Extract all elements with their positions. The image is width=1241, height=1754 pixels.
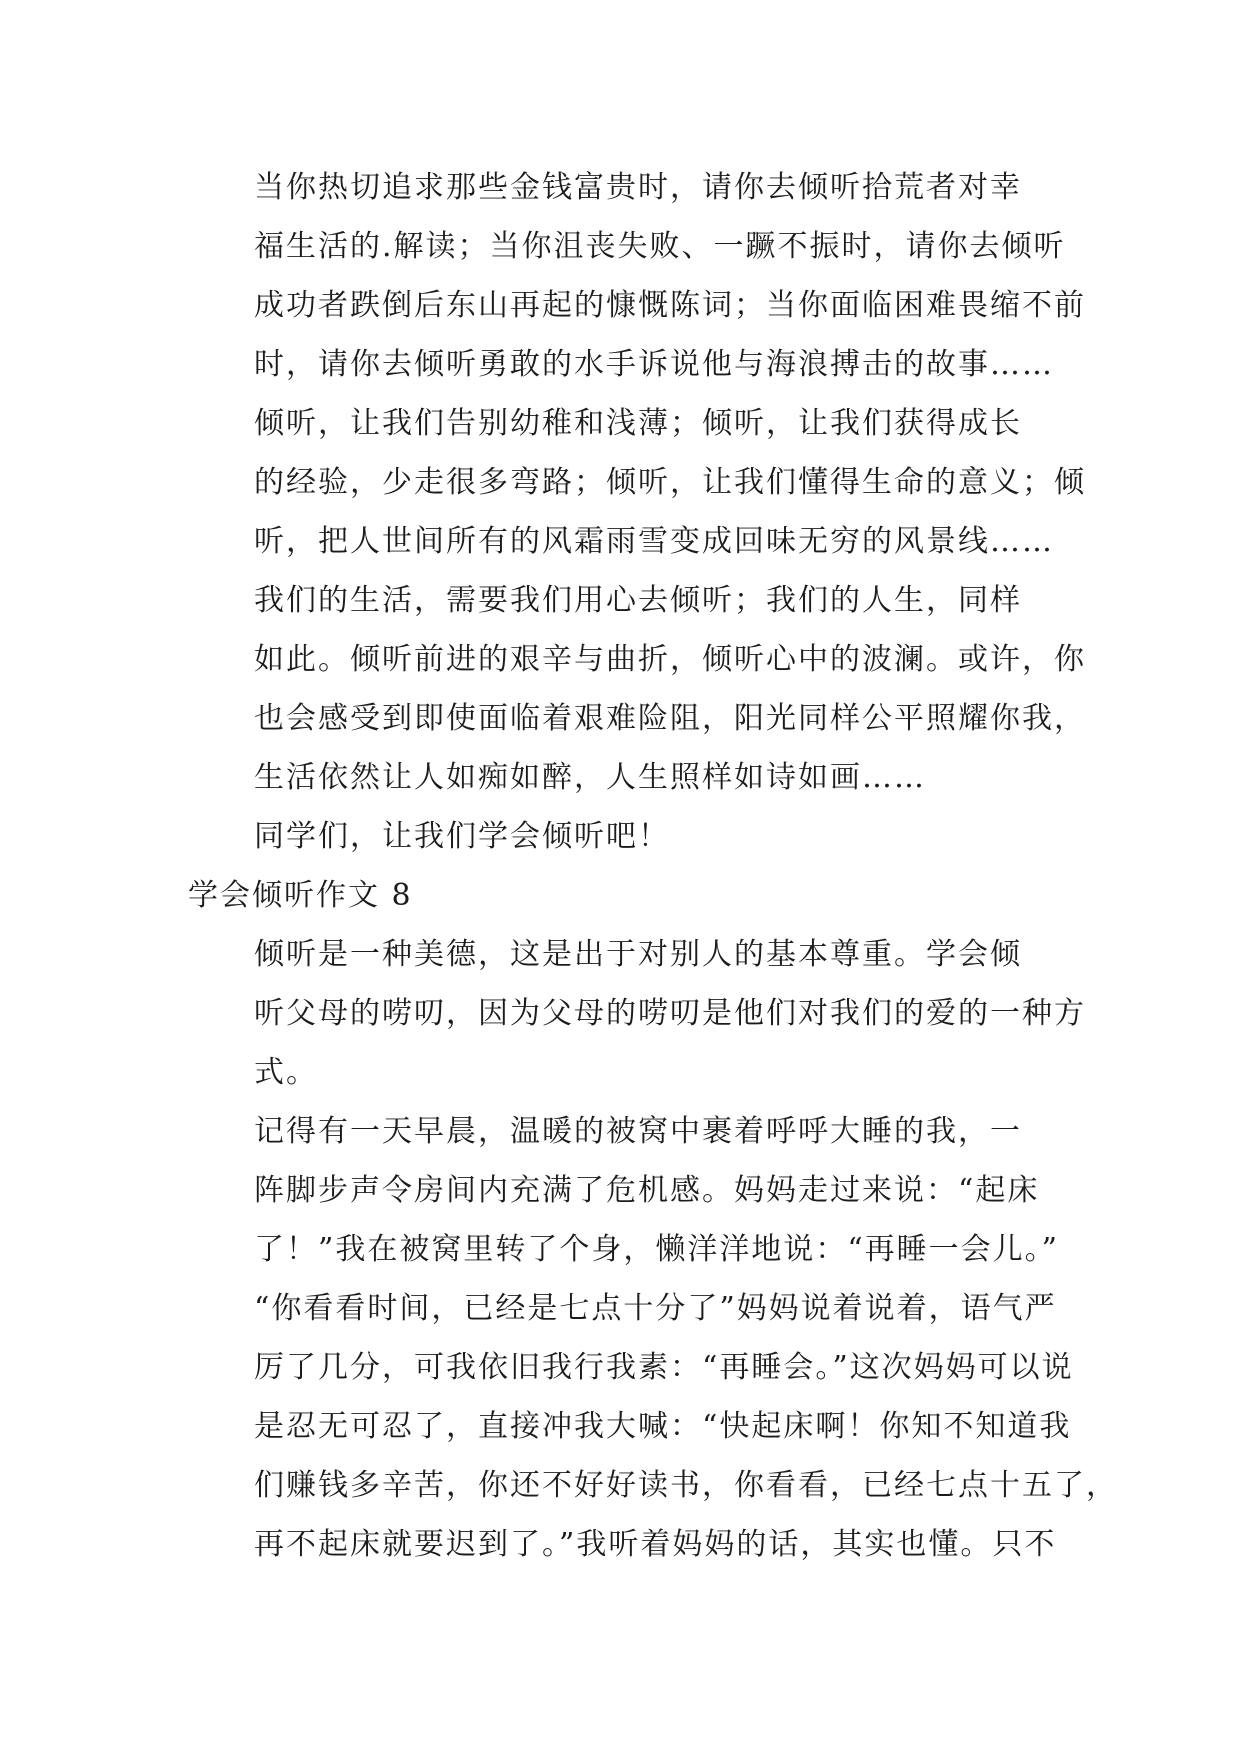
paragraph [188,807,1068,866]
paragraph [188,571,1086,807]
text-line: 了！”我在被窝里转了个身，懒洋洋地说：“再睡一会儿。” [254,1232,1060,1267]
paragraph [188,158,1086,394]
text-line: 我们的生活，需要我们用心去倾听；我们的人生，同样 [254,583,1022,618]
paragraph [188,925,1086,1102]
text-line: 也会感受到即使面临着艰难险阻，阳光同样公平照耀你我， [254,701,1086,736]
text-line: 学会倾听作文 8 [188,878,413,913]
text-line: 福生活的.解读；当你沮丧失败、一蹶不振时，请你去倾听 [254,229,1066,264]
paragraph [188,1102,1118,1574]
text-line: 倾听，让我们告别幼稚和浅薄；倾听，让我们获得成长 [254,406,1022,441]
text-line: 再不起床就要迟到了。”我听着妈妈的话，其实也懂。只不 [254,1527,1057,1562]
text-line: 的经验，少走很多弯路；倾听，让我们懂得生命的意义；倾 [254,465,1086,500]
section-heading [188,866,1068,925]
text-line: 倾听是一种美德，这是出于对别人的基本尊重。学会倾 [254,937,1022,972]
text-line: 当你热切追求那些金钱富贵时，请你去倾听拾荒者对幸 [254,170,1022,205]
text-line: 成功者跌倒后东山再起的慷慨陈词；当你面临困难畏缩不前 [254,288,1086,323]
text-line: 是忍无可忍了，直接冲我大喊：“快起床啊！你知不知道我 [254,1409,1072,1444]
text-line: 时，请你去倾听勇敢的水手诉说他与海浪搏击的故事…… [254,347,1054,382]
text-line: 式。 [254,1055,318,1090]
text-line: 听，把人世间所有的风霜雨雪变成回味无穷的风景线…… [254,524,1054,559]
text-line: 如此。倾听前进的艰辛与曲折，倾听心中的波澜。或许，你 [254,642,1086,677]
text-line: 厉了几分，可我依旧我行我素：“再睡会。”这次妈妈可以说 [254,1350,1074,1385]
text-line: “你看看时间，已经是七点十分了”妈妈说着说着，语气严 [254,1291,1057,1326]
text-line: 们赚钱多辛苦，你还不好好读书，你看看，已经七点十五了， [254,1468,1118,1503]
text-line: 听父母的唠叨，因为父母的唠叨是他们对我们的爱的一种方 [254,996,1086,1031]
text-line: 同学们，让我们学会倾听吧！ [254,819,670,854]
paragraph [188,394,1086,571]
document-body [188,158,1118,1574]
text-line: 记得有一天早晨，温暖的被窝中裹着呼呼大睡的我，一 [254,1114,1022,1149]
text-line: 生活依然让人如痴如醉，人生照样如诗如画…… [254,760,926,795]
text-line: 阵脚步声令房间内充满了危机感。妈妈走过来说：“起床 [254,1173,1040,1208]
